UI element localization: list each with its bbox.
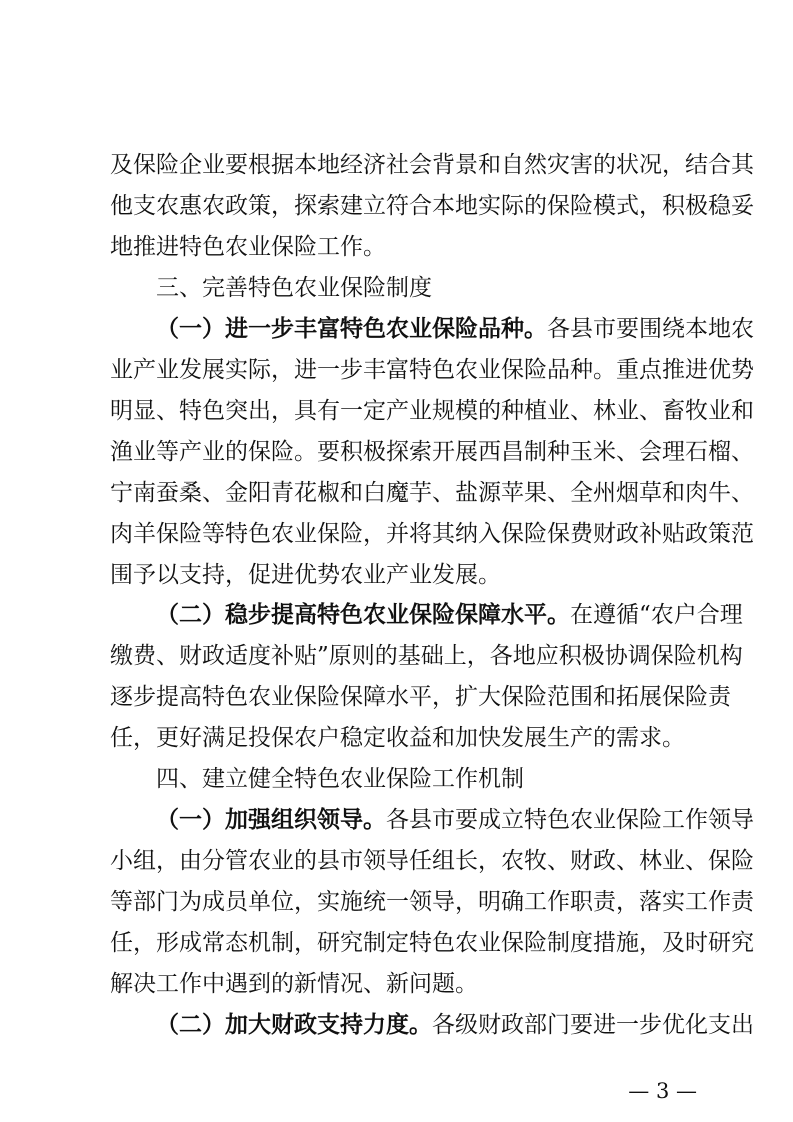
page-number: — 3 — xyxy=(628,1079,697,1103)
body-text-line: 任，更好满足投保农户稳定收益和加快发展生产的需求。 xyxy=(110,725,685,751)
body-text-line: 地推进特色农业保险工作。 xyxy=(110,234,386,260)
paragraph-first-line xyxy=(156,600,743,630)
body-text-line: 任，形成常态机制，研究制定特色农业保险制度措施，及时研究 xyxy=(110,930,754,956)
body-text-line: 及保险企业要根据本地经济社会背景和自然灾害的状况，结合其 xyxy=(110,152,754,178)
body-text-span: 各级财政部门要进一步优化支出 xyxy=(432,1012,754,1038)
body-text-line: 解决工作中遇到的新情况、新问题。 xyxy=(110,971,478,997)
body-text-line: 他支农惠农政策，探索建立符合本地实际的保险模式，积极稳妥 xyxy=(110,193,754,219)
body-text-line: 等部门为成员单位，实施统一领导，明确工作职责，落实工作责 xyxy=(110,889,754,915)
body-text-line: 业产业发展实际，进一步丰富特色农业保险品种。重点推进优势 xyxy=(110,357,754,383)
section-heading-3: 三、完善特色农业保险制度 xyxy=(156,275,432,301)
subheading-2: （二）稳步提高特色农业保险保障水平。 xyxy=(156,602,570,628)
body-text-span: 各县市要围绕本地农 xyxy=(547,316,754,342)
paragraph-first-line xyxy=(156,805,754,835)
body-text-line: 围予以支持，促进优势农业产业发展。 xyxy=(110,562,501,588)
subheading-1: （一）加强组织领导。 xyxy=(156,807,386,833)
body-text-line: 宁南蚕桑、金阳青花椒和白魔芋、盐源苹果、全州烟草和肉牛、 xyxy=(110,480,754,506)
paragraph-first-line xyxy=(156,314,754,344)
paragraph-first-line xyxy=(156,1010,754,1040)
subheading-2: （二）加大财政支持力度。 xyxy=(156,1012,432,1038)
body-text-line: 肉羊保险等特色农业保险，并将其纳入保险保费财政补贴政策范 xyxy=(110,521,754,547)
body-text-line: 明显、特色突出，具有一定产业规模的种植业、林业、畜牧业和 xyxy=(110,398,754,424)
body-text-span: 各县市要成立特色农业保险工作领导 xyxy=(386,807,754,833)
section-heading-4: 四、建立健全特色农业保险工作机制 xyxy=(156,766,524,792)
body-text-line: 缴费、财政适度补贴”原则的基础上，各地应积极协调保险机构 xyxy=(110,643,743,669)
body-text-span: 在遵循“农户合理 xyxy=(570,602,743,628)
body-text-line: 渔业等产业的保险。要积极探索开展西昌制种玉米、会理石榴、 xyxy=(110,439,754,465)
subheading-1: （一）进一步丰富特色农业保险品种。 xyxy=(156,316,547,342)
body-text-line: 小组，由分管农业的县市领导任组长，农牧、财政、林业、保险 xyxy=(110,848,754,874)
body-text-line: 逐步提高特色农业保险保障水平，扩大保险范围和拓展保险责 xyxy=(110,684,731,710)
